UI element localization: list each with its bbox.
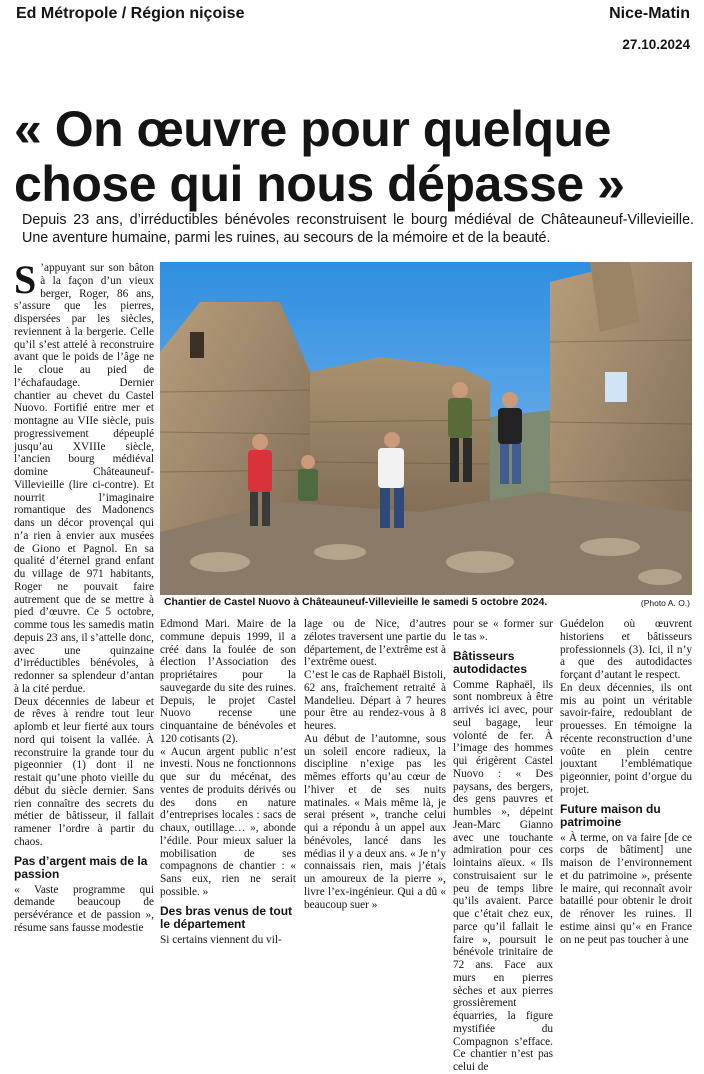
article-title: « On œuvre pour quelque chose qui nous dépasse » <box>14 101 625 212</box>
paragraph: lage ou de Nice, d’autres zélotes traversent une partie du département, de l’extrême est à l’extrême ouest. <box>304 618 446 669</box>
subheading: Bâtisseurs autodidactes <box>453 648 528 676</box>
section-label: Ed Métropole / Région niçoise <box>16 5 245 22</box>
paragraph: « À terme, on va faire [de ce corps de bâtiment] une maison de l’environnement et du patrimoine », présente le maire, qui reconnaît avoir bataillé pour obtenir le droit de rénover les ruines. Il estime ainsi qu’« en France on ne peut pas toucher à une <box>560 831 692 946</box>
photo-credit: (Photo A. O.) <box>640 598 690 608</box>
paragraph: Si certains viennent du vil- <box>160 933 282 946</box>
paragraph: Deux décennies de labeur et de rêves à rendre tout leur aplomb et leur fierté aux tours nord qui toisent la vallée. À reconstruire la grande tour du pigeonnier (1) dont il ne restait qu’une photo vieille du début du siècle dernier. Sans rien connaître des secrets du métier de bâtisseur, il fallait ramener l’ordre à partir du chaos. <box>14 695 154 848</box>
subheading: Des bras venus de tout le département <box>160 903 293 931</box>
paragraph: pour se « former sur le tas ». <box>453 618 553 643</box>
paragraph: Guédelon où œuvrent historiens et bâtisseurs professionnels (3). Ici, il n’y a que des autodidactes forçant d’autant le respect. <box>560 618 692 681</box>
subheading: Future maison du patrimoine <box>560 801 661 829</box>
column-4 <box>453 618 553 1073</box>
column-2 <box>160 618 296 946</box>
paragraph: Comme Raphaël, ils sont nombreux à être arrivés ici avec, pour seul bagage, leur volonté de fer. À l’image des hommes qui érigèrent Castel Nuovo : « Des paysans, des bergers, des gens pauvres et humbles », dépeint Jean-Marc Gianno avec une touchante admiration pour ces lointains aïeux. « Ils construisaient sur le peu de temps libre qu’ils avaient. Parce que c’était chez eux, parce qu’il fallait le faire », poursuit le bénévole trinitaire de 72 ans. Face aux murs en pierres sèches et aux pierres grossièrement équarries, la figure mystifiée du Compagnon s’efface. Ce chantier n’est pas celui de <box>453 678 553 1073</box>
publication-date: 27.10.2024 <box>622 37 690 52</box>
paragraph: C’est le cas de Raphaël Bistoli, 62 ans, fraîchement retraité à Mandelieu. Départ à 7 heures pour être au rendez-vous à 8 heures. <box>304 669 446 732</box>
subheading: Pas d’argent mais de la passion <box>14 853 148 881</box>
paragraph: Edmond Mari. Maire de la commune depuis 1999, il a créé dans la foulée de son élection l’Association des propriétaires pour la sauvegarde du site des ruines. Depuis, le projet Castel Nuovo recense une cinquantaine de bénévoles et 120 cotisants (2). <box>160 618 296 745</box>
column-3 <box>304 618 446 930</box>
photo-caption: Chantier de Castel Nuovo à Châteauneuf-Villevieille le samedi 5 octobre 2024. <box>164 597 548 608</box>
paragraph: Au début de l’automne, sous un soleil encore radieux, la discipline n’exige pas les mêmes efforts qu’au cœur de l’hiver et de ses nuits matinales. « Mais même là, je serai présent », tranche celui qui a répondu à un appel aux bénévoles, lancé dans les médias il y a deux ans. « Je n’y connaissais rien, mais j’étais un amoureux de la pierre », livre l’ex-ingénieur. Qui a dû « beaucoup suer » <box>304 732 446 911</box>
article-photo <box>160 262 692 595</box>
paragraph: S ’appuyant sur son bâton à la façon d’un vieux berger, Roger, 86 ans, s’assure que les pierres, dispersées par les siècles, reviennent à la bergerie. Celle qu’il s’est attelé à reconstruire avant que le poids de l’âge ne le cloue au pied de l’échafaudage. Dernier chantier au chevet du Castel Nuovo. Fortifié entre mer et montagne au VIIe siècle, puis progressivement dépeuplé jusqu’au XVIIIe siècle, l’ancien bourg médiéval domine Châteauneuf-Villevieille (lire ci-contre). Et nourrit l’imaginaire romantique des Madonencs dans un décor provençal qui n’a rien à envier aux musées de Giono et Pagnol. En sa qualité d’éternel grand enfant du village de 971 habitants, Roger ne pouvait faire autrement que de se mettre à pied d’œuvre. Ce 5 octobre, comme tous les samedis matin depuis 23 ans, il s’attelle donc, avec une quinzaine d’irréductibles bénévoles, à redonner sa splendeur d’antan à la cité perdue. <box>14 257 154 695</box>
newspaper-name: Nice-Matin <box>609 5 690 22</box>
paragraph: « Vaste programme qui demande beaucoup de persévérance et de passion », résume sans fausse modestie <box>14 883 154 934</box>
drop-cap: S <box>14 257 37 302</box>
article-lead: Depuis 23 ans, d’irréductibles bénévoles reconstruisent le bourg médiéval de Châteauneuf-Villevieille. Une aventure humaine, parmi les ruines, au secours de la mémoire et de la beauté. <box>22 212 694 246</box>
paragraph: « Aucun argent public n’est investi. Nous ne fonctionnons que sur du mécénat, des ventes de produits dérivés ou des dons en nature d’entreprises locales : sacs de chaux, outillage… », abonde l’édile. Pour mieux saluer la mobilisation de ses compagnons de chantier : « Sans eux, rien ne serait possible. » <box>160 745 296 898</box>
column-1 <box>14 257 154 934</box>
photo-illustration <box>160 262 692 595</box>
column-5 <box>560 618 692 946</box>
paragraph: En deux décennies, ils ont mis au point un véritable savoir-faire, redoublant de prouesses. En témoigne la récente reconstruction d’une voûte en plein centre jouxtant l’emblématique pigeonnier, point d’orgue du projet. <box>560 681 692 796</box>
